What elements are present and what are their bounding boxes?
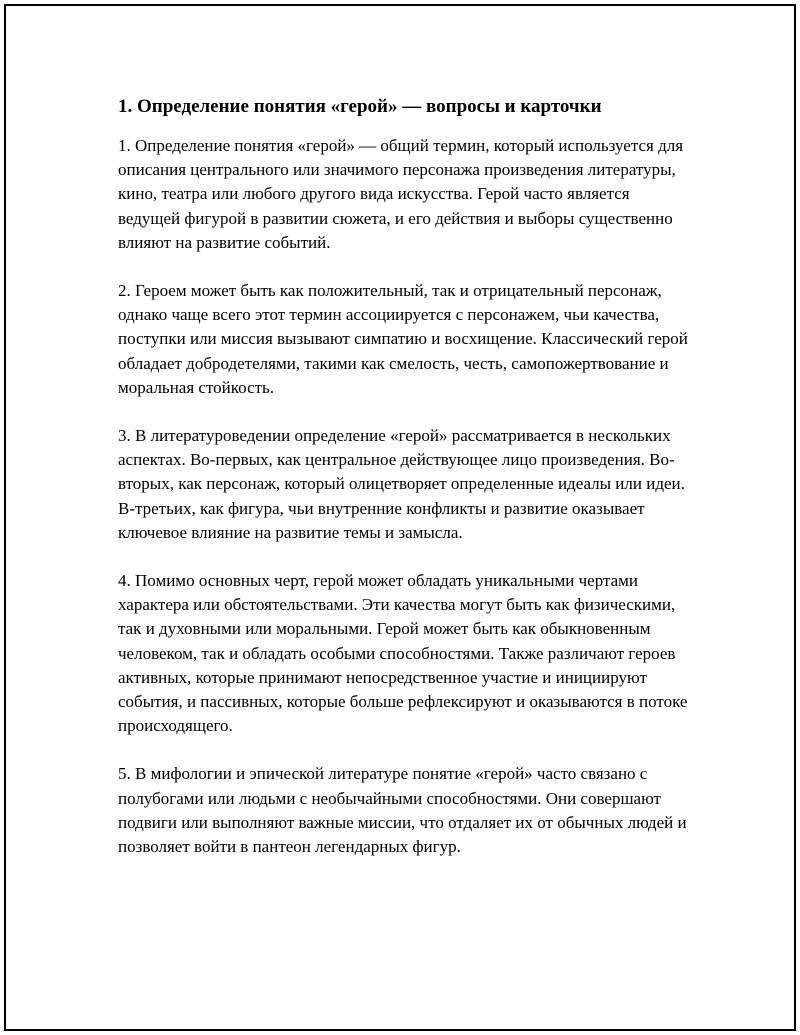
document-title: 1. Определение понятия «герой» — вопросы и карточки [118,96,602,117]
paragraph-2: 2. Героем может быть как положительный, так и отрицательный персонаж, однако чаще всего этот термин ассоциируется с персонажем, чьи качества, поступки или миссия вызывают симпатию и восхищение. Классический герой обладает добродетелями, такими как смелость, честь, самопожертвование и моральная стойкость. [118,281,688,397]
document-body [118,94,688,883]
paragraph-1: 1. Определение понятия «герой» — общий термин, который используется для описания центрального или значимого персонажа произведения литературы, кино, театра или любого другого вида искусства. Герой часто является ведущей фигурой в развитии сюжета, и его действия и выборы существенно влияют на развитие событий. [118,136,684,252]
paragraph-5: 5. В мифологии и эпической литературе понятие «герой» часто связано с полубогами или людьми с необычайными способностями. Они совершают подвиги или выполняют важные миссии, что отдаляет их от обычных людей и позволяет войти в пантеон легендарных фигур. [118,764,687,857]
paragraph-3: 3. В литературоведении определение «герой» рассматривается в нескольких аспектах. Во-первых, как центральное действующее лицо произведения. Во-вторых, как персонаж, который олицетворяет определенные идеалы или идеи. В-третьих, как фигура, чьи внутренние конфликты и развитие оказывает ключевое влияние на развитие темы и замысла. [118,426,685,542]
paragraph-4: 4. Помимо основных черт, герой может обладать уникальными чертами характера или обстоятельствами. Эти качества могут быть как физическими, так и духовными или моральными. Герой может быть как обыкновенным человеком, так и обладать особыми способностями. Также различают героев активных, которые принимают непосредственное участие и инициируют события, и пассивных, которые больше рефлексируют и оказываются в потоке происходящего. [118,571,688,736]
